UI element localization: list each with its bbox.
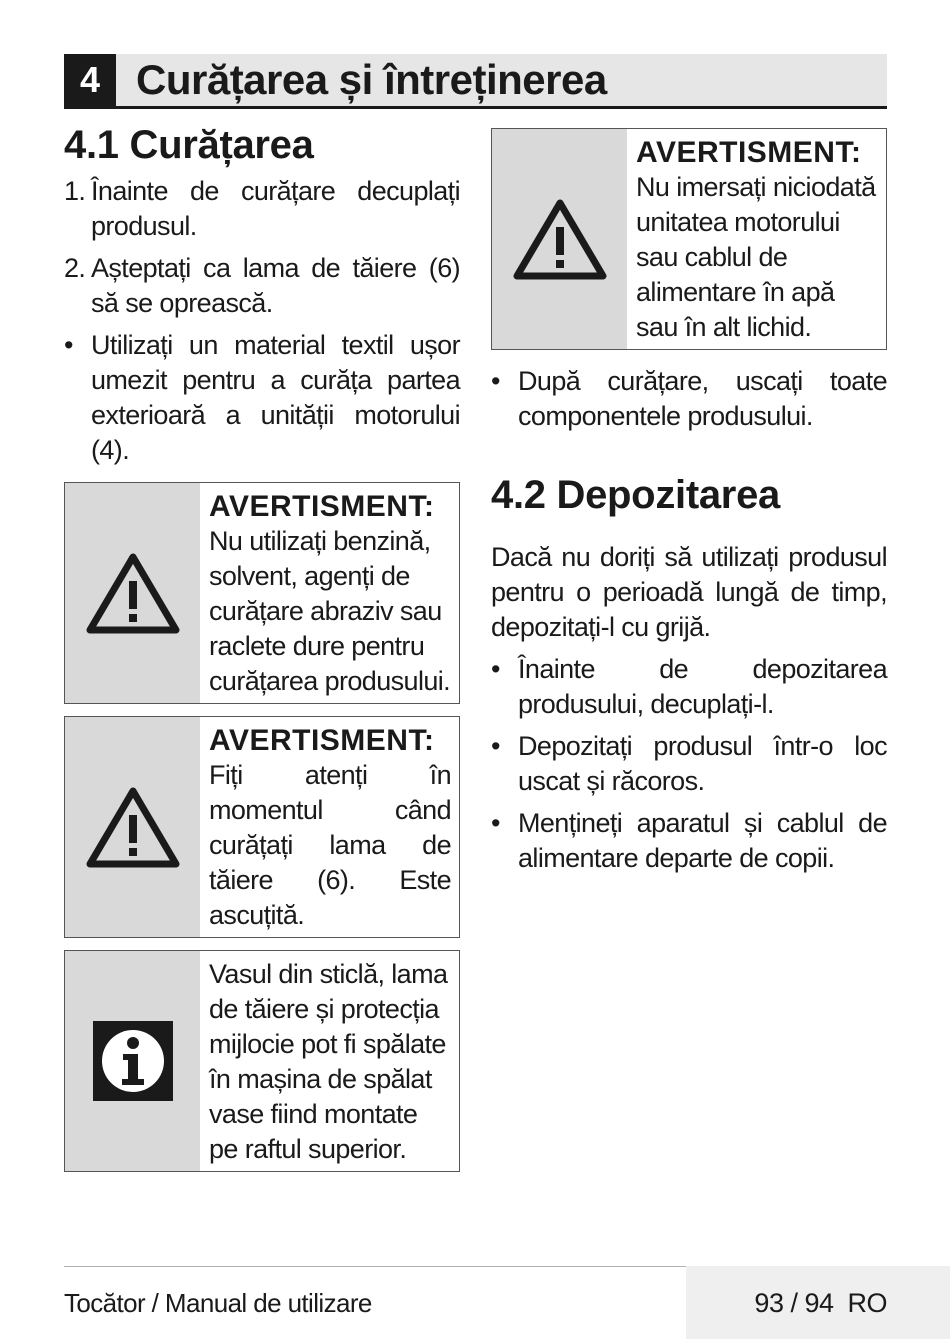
info-text: Vasul din sticlă, lama de tăiere și protecția mijlocie pot fi spălate în mașina de spălat vase fiind montate pe raftul superior. xyxy=(209,959,448,1164)
list-item-text: Înainte de curățare decuplați produsul. xyxy=(91,176,460,241)
info-icon xyxy=(93,1021,173,1101)
warning-text-cell xyxy=(627,129,886,349)
list-item-text: Utilizați un material textil ușor umezit pentru a curăța partea exterioară a unității motorului (4). xyxy=(91,330,460,465)
list-item-text: Depozitați produsul într-o loc uscat și răcoros. xyxy=(518,731,887,796)
list-item xyxy=(64,251,460,321)
warning-text: Nu utilizați benzină, solvent, agenți de curățare abraziv sau raclete dure pentru curățarea produsului. xyxy=(209,526,451,696)
drying-list xyxy=(491,364,887,434)
cleaning-steps-list xyxy=(64,174,460,468)
warning-text: Nu imersați niciodată unitatea motorului sau cablul de alimentare în apă sau în alt lichid. xyxy=(636,172,876,342)
warning-title: AVERTISMENT: xyxy=(209,490,435,523)
list-item xyxy=(491,729,887,799)
list-item xyxy=(64,174,460,244)
info-text-cell xyxy=(200,951,459,1171)
warning-box xyxy=(64,716,460,938)
list-marker: 1. xyxy=(64,176,86,206)
section-heading-storage: 4.2 Depozitarea xyxy=(491,473,780,517)
list-marker: • xyxy=(491,808,500,838)
footer-page-box xyxy=(686,1266,950,1339)
warning-box xyxy=(64,482,460,704)
list-item-text: După curățare, uscați toate componentele produsului. xyxy=(518,366,887,431)
list-item xyxy=(491,806,887,876)
warning-box xyxy=(491,128,887,350)
list-item xyxy=(491,652,887,722)
list-marker: • xyxy=(491,654,500,684)
list-item-text: Înainte de depozitarea produsului, decuplați-l. xyxy=(518,654,887,719)
list-item-text: Așteptați ca lama de tăiere (6) să se oprească. xyxy=(91,253,460,318)
list-marker: 2. xyxy=(64,253,86,283)
warning-text-cell xyxy=(200,483,459,703)
storage-list xyxy=(491,652,887,876)
list-marker: • xyxy=(491,731,500,761)
warning-icon-cell xyxy=(492,129,627,349)
chapter-title: Curățarea și întreținerea xyxy=(136,56,607,103)
chapter-number: 4 xyxy=(64,54,116,106)
warning-title: AVERTISMENT: xyxy=(209,724,435,757)
list-item-text: Mențineți aparatul și cablul de alimentare departe de copii. xyxy=(518,808,887,873)
storage-intro: Dacă nu doriți să utilizați produsul pentru o perioadă lungă de timp, depozitați-l cu grijă. xyxy=(491,542,887,642)
section-heading-cleaning: 4.1 Curățarea xyxy=(64,123,314,167)
warning-icon-cell xyxy=(65,717,200,937)
list-item xyxy=(491,364,887,434)
warning-triangle-icon xyxy=(512,197,608,281)
warning-icon-cell xyxy=(65,483,200,703)
warning-title: AVERTISMENT: xyxy=(636,136,862,169)
info-box xyxy=(64,950,460,1172)
chapter-header xyxy=(64,54,887,109)
page-number: 93 / 94 RO xyxy=(754,1288,887,1318)
left-column xyxy=(64,118,460,1172)
right-column xyxy=(491,128,887,883)
warning-text-cell xyxy=(200,717,459,937)
footer-document-title: Tocător / Manual de utilizare xyxy=(64,1288,372,1318)
list-marker: • xyxy=(491,366,500,396)
info-icon-cell xyxy=(65,951,200,1171)
warning-triangle-icon xyxy=(85,785,181,869)
list-marker: • xyxy=(64,330,73,360)
list-item xyxy=(64,328,460,468)
warning-text: Fiți atenți în momentul când curățați lama de tăiere (6). Este ascuțită. xyxy=(209,760,451,930)
warning-triangle-icon xyxy=(85,551,181,635)
